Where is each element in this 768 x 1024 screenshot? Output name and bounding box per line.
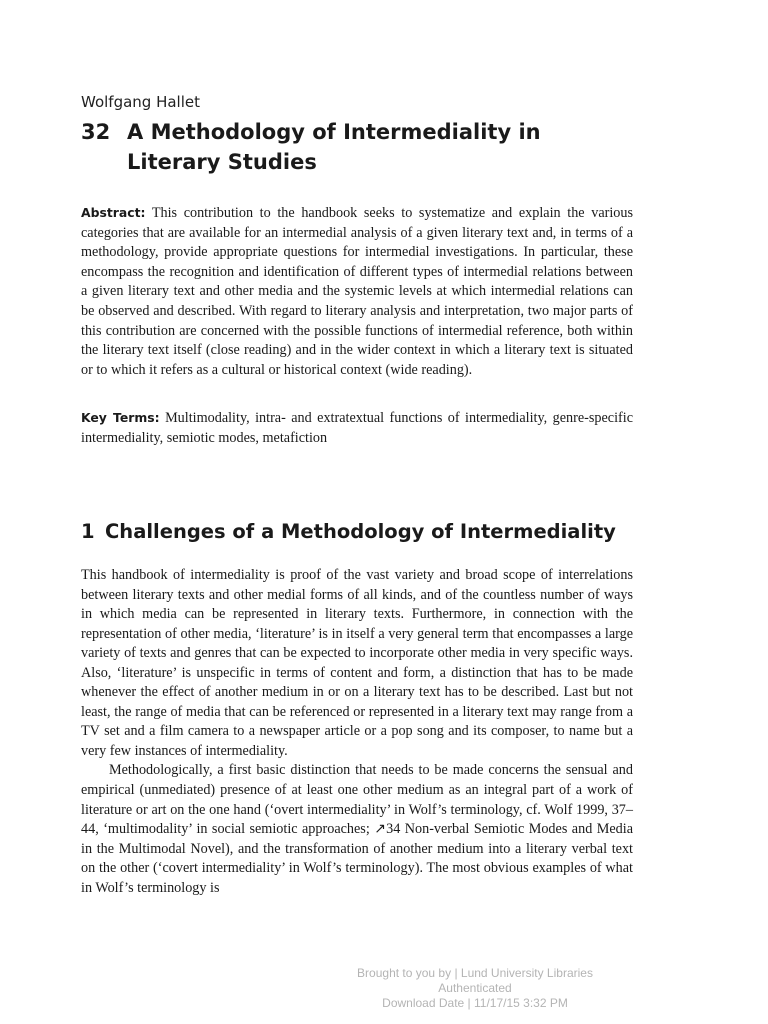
footer-line: Authenticated [438,981,512,995]
key-terms-text: Multimodality, intra- and extratextual functions of intermediality, genre-specific intermediality, semiotic modes, metafiction [81,410,633,446]
abstract-text: This contribution to the handbook seeks to systematize and explain the various categories that are available for an intermedial analysis of a given literary text and, in terms of a methodology, provide appropriate questions for intermedial investigations. In particular, these encompass the recognition and identification of different types of intermedial relations between a given literary text and other media and the systemic levels at which intermedial relations can be observed and described. With regard to literary analysis and interpretation, two major parts of this contribution are concerned with the possible functions of intermedial reference, both within the literary text itself (close reading) and in the wider context in which a literary text is situated or to which it refers as a cultural or historical context (wide reading). [81,205,633,378]
key-terms [81,408,633,448]
chapter-number: 32 [81,120,111,144]
chapter-title [81,117,641,177]
abstract-label: Abstract: [81,205,146,220]
author-name: Wolfgang Hallet [81,93,201,111]
footer-line: Brought to you by | Lund University Libraries [357,966,593,980]
access-watermark [330,966,620,1011]
section-number: 1 [81,520,95,543]
body-text [81,566,633,898]
paragraph: Methodologically, a first basic distinction that needs to be made concerns the sensual and empirical (unmediated) presence of at least one other medium as an integral part of a work of literature or art on the one hand (‘overt intermediality’ in Wolf’s terminology, cf. Wolf 1999, 37–44, ‘multimodality’ in social semiotic approaches; ↗34 Non-verbal Semiotic Modes and Media in the Multimodal Novel), and the transformation of another medium into a literary verbal text on the other (‘covert intermediality’ in Wolf’s terminology). The most obvious examples of what in Wolf’s terminology is [81,762,633,896]
footer-line: Download Date | 11/17/15 3:32 PM [382,996,568,1010]
section-heading [81,518,641,546]
paragraph: This handbook of intermediality is proof of the vast variety and broad scope of interrelations between literary texts and other medial forms of all kinds, and of the countless number of ways in which media can be represented in literary texts. Furthermore, in connection with the representation of other media, ‘literature’ is in itself a very general term that encompasses a large variety of texts and genres that can be expected to incorporate other media in very specific ways. Also, ‘literature’ is unspecific in terms of content and form, a distinction that has to be made whenever the effect of another medium in or on a literary text has to be described. Last but not least, the range of media that can be referenced or represented in a literary text may range from a TV set and a film camera to a newspaper article or a pop song and its composer, to name but a very few instances of intermediality. [81,567,633,759]
key-terms-label: Key Terms: [81,410,160,425]
abstract [81,203,633,380]
chapter-title-text: A Methodology of Intermediality in Literary Studies [127,120,541,174]
section-title-text: Challenges of a Methodology of Intermediality [105,520,616,543]
